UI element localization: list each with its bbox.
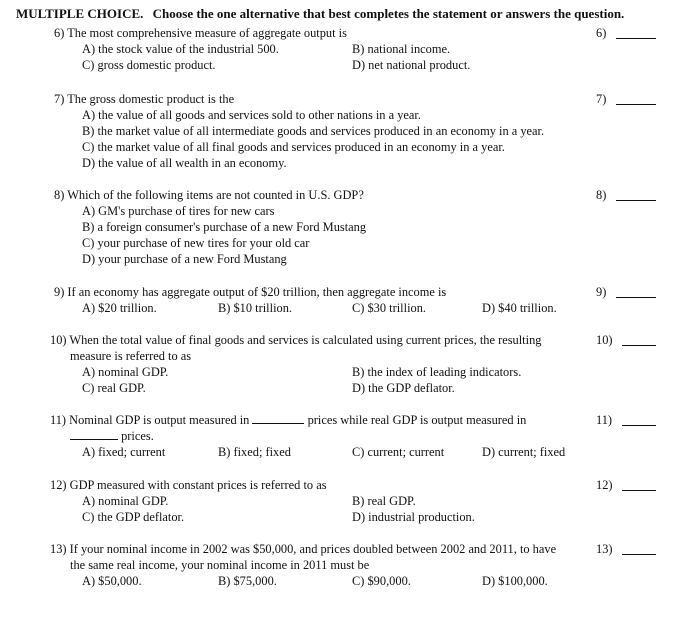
question-stem-part-b: prices while real GDP is output measured in [307, 413, 527, 427]
question-stem: 7) The gross domestic product is the [54, 92, 235, 106]
answer-number: 10) [596, 333, 613, 347]
option-a[interactable]: A) nominal GDP. [82, 494, 169, 508]
section-title: MULTIPLE CHOICE. [16, 6, 144, 21]
option-a[interactable]: A) nominal GDP. [82, 365, 169, 379]
answer-number: 8) [596, 188, 607, 202]
option-d[interactable]: D) $40 trillion. [482, 301, 557, 315]
option-d[interactable]: D) the value of all wealth in an economy. [82, 156, 287, 170]
option-d[interactable]: D) industrial production. [352, 510, 475, 524]
answer-blank[interactable] [616, 93, 656, 105]
answer-number: 9) [596, 285, 607, 299]
answer-blank[interactable] [622, 334, 656, 346]
option-a[interactable]: A) $20 trillion. [82, 301, 157, 315]
question-stem: 13) If your nominal income in 2002 was $50,000, and prices doubled between 2002 and 2011, to have [50, 542, 557, 556]
question-stem-part-a: 11) Nominal GDP is output measured in [50, 413, 250, 427]
option-d[interactable]: D) your purchase of a new Ford Mustang [82, 252, 287, 266]
option-d[interactable]: D) $100,000. [482, 574, 548, 588]
option-b[interactable]: B) fixed; fixed [218, 445, 291, 459]
answer-blank[interactable] [616, 189, 656, 201]
option-c[interactable]: C) $90,000. [352, 574, 411, 588]
option-b[interactable]: B) real GDP. [352, 494, 416, 508]
option-a[interactable]: A) the value of all goods and services sold to other nations in a year. [82, 108, 421, 122]
answer-number: 7) [596, 92, 607, 106]
answer-blank[interactable] [616, 27, 656, 39]
question-stem: 8) Which of the following items are not counted in U.S. GDP? [54, 188, 364, 202]
section-header [16, 6, 624, 22]
fill-in-blank[interactable] [252, 413, 304, 424]
option-c[interactable]: C) the GDP deflator. [82, 510, 185, 524]
question-stem: 10) When the total value of final goods and services is calculated using current prices, the resulting [50, 333, 542, 347]
answer-blank[interactable] [622, 414, 656, 426]
option-b[interactable]: B) national income. [352, 42, 451, 56]
option-c[interactable]: C) $30 trillion. [352, 301, 426, 315]
question-stem-continued [70, 429, 154, 444]
option-c[interactable]: C) gross domestic product. [82, 58, 216, 72]
question-stem-continued: the same real income, your nominal income in 2011 must be [70, 558, 370, 572]
option-c[interactable]: C) the market value of all final goods and services produced in an economy in a year. [82, 140, 505, 154]
question-stem-continued-text: prices. [121, 429, 154, 443]
option-a[interactable]: A) $50,000. [82, 574, 142, 588]
option-a[interactable]: A) the stock value of the industrial 500. [82, 42, 279, 56]
question-stem [50, 413, 526, 428]
answer-blank[interactable] [622, 543, 656, 555]
answer-blank[interactable] [616, 286, 656, 298]
answer-blank[interactable] [622, 479, 656, 491]
option-c[interactable]: C) your purchase of new tires for your old car [82, 236, 310, 250]
option-d[interactable]: D) net national product. [352, 58, 471, 72]
option-c[interactable]: C) current; current [352, 445, 445, 459]
option-b[interactable]: B) $10 trillion. [218, 301, 292, 315]
answer-number: 13) [596, 542, 613, 556]
answer-number: 6) [596, 26, 607, 40]
question-stem: 12) GDP measured with constant prices is referred to as [50, 478, 327, 492]
question-stem: 9) If an economy has aggregate output of $20 trillion, then aggregate income is [54, 285, 447, 299]
answer-number: 12) [596, 478, 613, 492]
answer-number: 11) [596, 413, 613, 427]
option-a[interactable]: A) fixed; current [82, 445, 166, 459]
option-b[interactable]: B) the index of leading indicators. [352, 365, 522, 379]
option-d[interactable]: D) the GDP deflator. [352, 381, 455, 395]
question-stem-continued: measure is referred to as [70, 349, 192, 363]
option-a[interactable]: A) GM's purchase of tires for new cars [82, 204, 275, 218]
option-c[interactable]: C) real GDP. [82, 381, 146, 395]
question-stem: 6) The most comprehensive measure of aggregate output is [54, 26, 347, 40]
fill-in-blank[interactable] [70, 429, 118, 440]
option-b[interactable]: B) $75,000. [218, 574, 277, 588]
option-d[interactable]: D) current; fixed [482, 445, 566, 459]
section-instruction: Choose the one alternative that best completes the statement or answers the question. [152, 6, 625, 21]
option-b[interactable]: B) the market value of all intermediate goods and services produced in an economy in a year. [82, 124, 545, 138]
option-b[interactable]: B) a foreign consumer's purchase of a new Ford Mustang [82, 220, 367, 234]
